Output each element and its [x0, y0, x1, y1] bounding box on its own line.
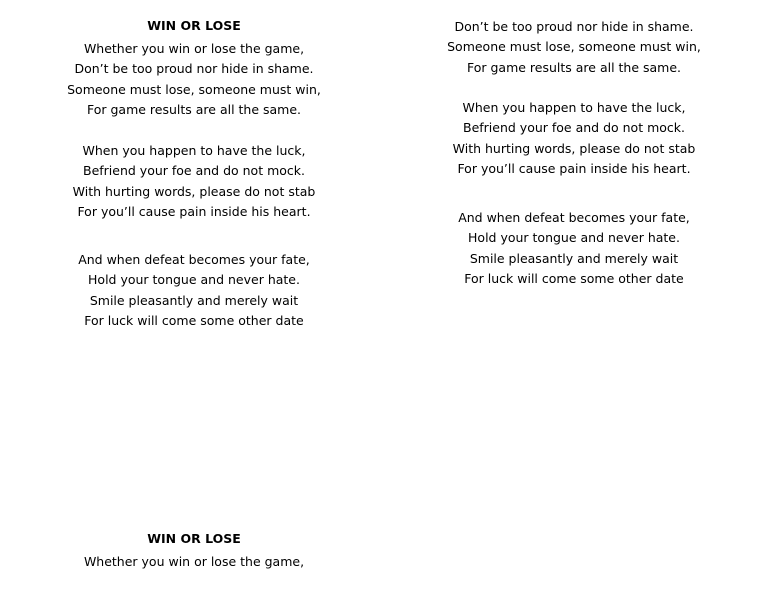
poem-line: For game results are all the same. — [86, 102, 302, 118]
poem-left-column — [44, 17, 344, 121]
poem-line: Someone must lose, someone must win, — [67, 81, 321, 97]
poem-line: And when defeat becomes your fate, — [78, 252, 310, 267]
poem-line: Hold your tongue and never hate. — [88, 272, 300, 288]
poem-line: With hurting words, please do not stab — [452, 140, 696, 156]
poem-line: For luck will come some other date — [464, 271, 684, 287]
poem-line: And when defeat becomes your fate, — [458, 210, 690, 225]
poem-stanza-3 — [44, 250, 344, 332]
poem-title: WIN OR LOSE — [147, 531, 241, 546]
poem-line: Don’t be too proud nor hide in shame. — [74, 61, 314, 77]
poem-line: For luck will come some other date — [84, 313, 304, 329]
poem-line: Smile pleasantly and merely wait — [89, 292, 299, 308]
poem-title: WIN OR LOSE — [147, 18, 241, 33]
poem-stanza-2 — [44, 141, 344, 223]
poem-right-stanza-3-block — [424, 208, 724, 290]
poem-left-stanza-3-block — [44, 250, 344, 332]
poem-line: For game results are all the same. — [466, 59, 682, 75]
poem-line: When you happen to have the luck, — [462, 100, 686, 115]
poem-stanza-3 — [424, 208, 724, 290]
poem-stanza-1 — [44, 39, 344, 121]
poem-line: Whether you win or lose the game, — [83, 41, 305, 56]
poem-line: For you’ll cause pain inside his heart. — [77, 204, 311, 220]
poem-right-column — [424, 17, 724, 78]
poem-line: Someone must lose, someone must win, — [447, 39, 701, 55]
poem-line: For you’ll cause pain inside his heart. — [457, 161, 691, 177]
poem-stanza-1-continued — [424, 17, 724, 78]
poem-left-stanza-2-block — [44, 141, 344, 223]
poem-line: Hold your tongue and never hate. — [468, 230, 680, 246]
poem-bottom-copy — [44, 530, 344, 572]
poem-line: Befriend your foe and do not mock. — [463, 120, 685, 136]
poem-line: Befriend your foe and do not mock. — [83, 163, 305, 179]
poem-line: Smile pleasantly and merely wait — [469, 250, 679, 266]
poem-line: Whether you win or lose the game, — [83, 554, 305, 569]
poem-line: With hurting words, please do not stab — [72, 183, 316, 199]
poem-line: When you happen to have the luck, — [82, 143, 306, 158]
poem-stanza-2 — [424, 98, 724, 180]
poem-right-stanza-2-block — [424, 98, 724, 180]
poem-line: Don’t be too proud nor hide in shame. — [454, 19, 694, 34]
